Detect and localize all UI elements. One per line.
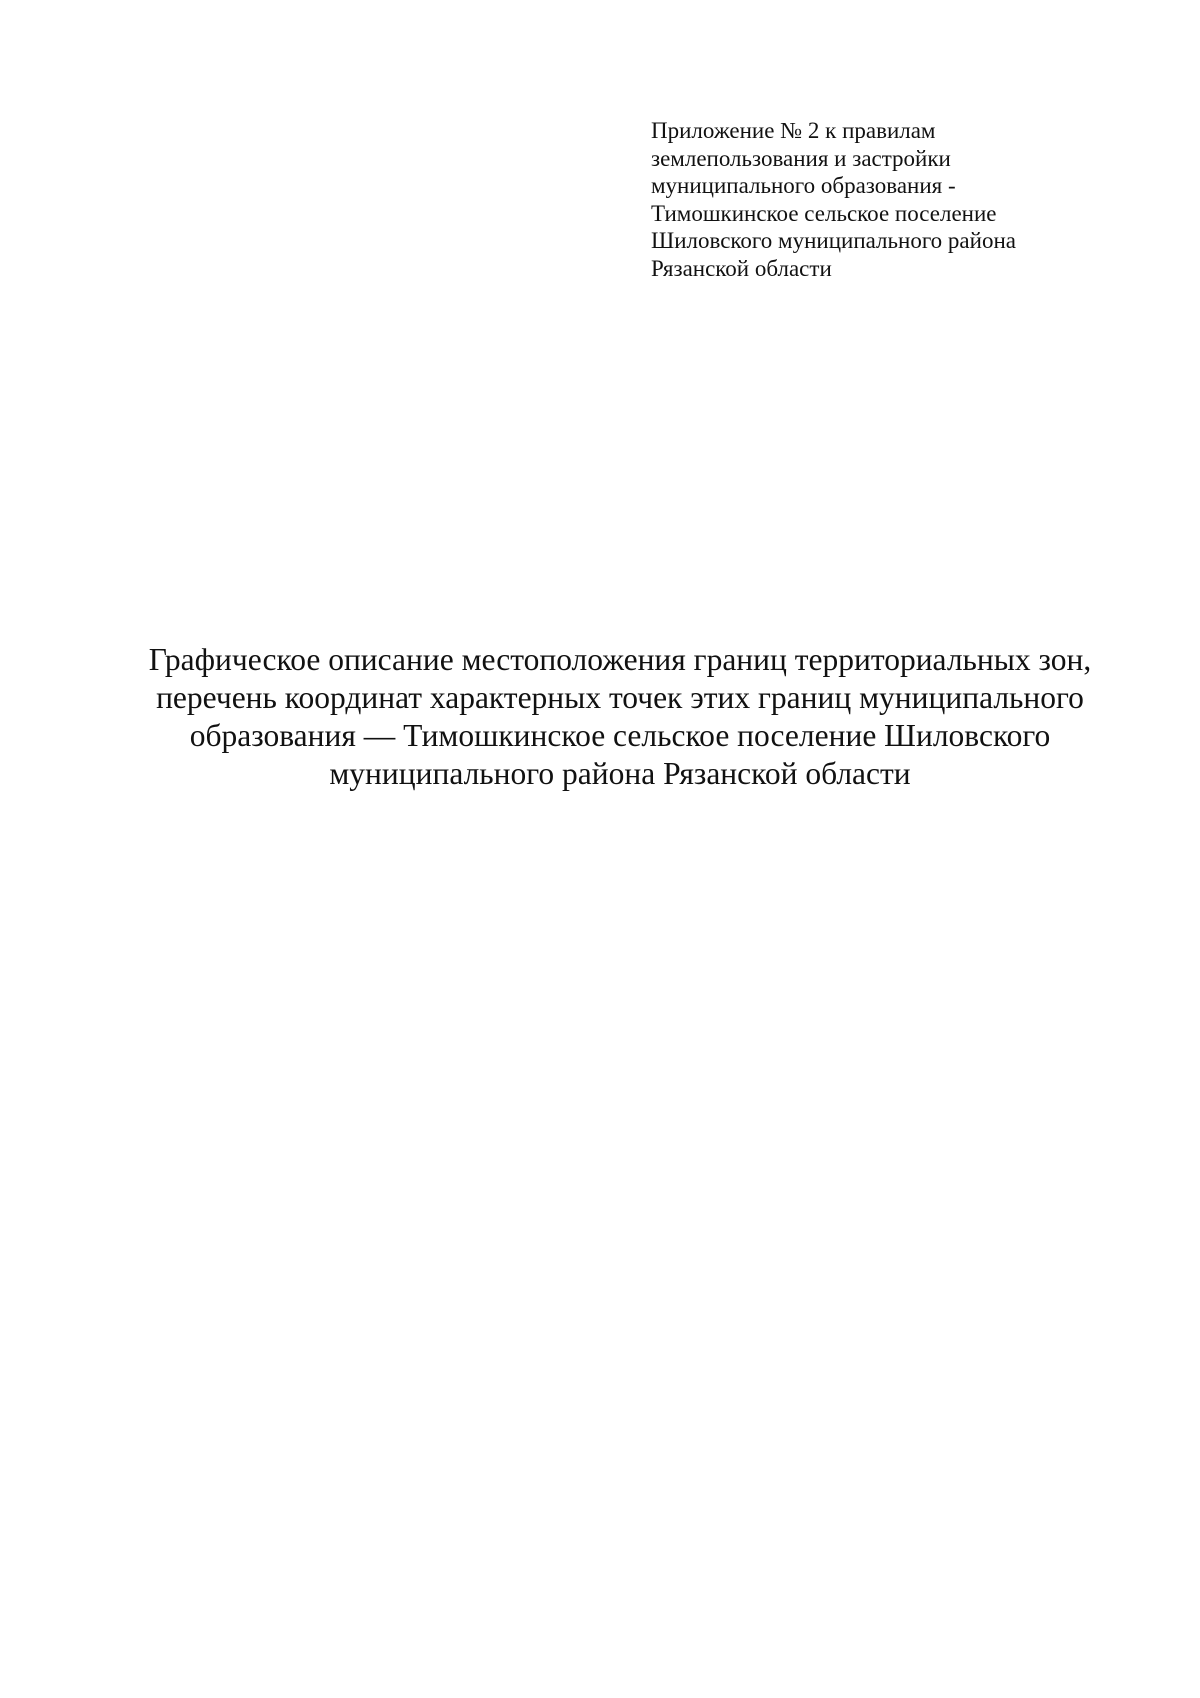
appendix-note-line: Приложение № 2 к правилам (651, 118, 936, 143)
appendix-note-line: Шиловского муниципального района (651, 228, 1016, 253)
document-title-line: перечень координат характерных точек этих границ муниципального (156, 680, 1084, 715)
appendix-note (651, 117, 1121, 282)
document-title-line: образования — Тимошкинское сельское поселение Шиловского (189, 718, 1051, 753)
appendix-note-line: Тимошкинское сельское поселение (651, 200, 997, 226)
appendix-note-line: землепользования и застройки (651, 145, 951, 171)
appendix-note-line: муниципального образования - (651, 173, 956, 198)
document-title (120, 641, 1120, 793)
document-title-line: муниципального района Рязанской области (329, 756, 911, 791)
document-title-line: Графическое описание местоположения границ территориальных зон, (148, 642, 1092, 677)
appendix-note-line: Рязанской области (651, 255, 832, 281)
